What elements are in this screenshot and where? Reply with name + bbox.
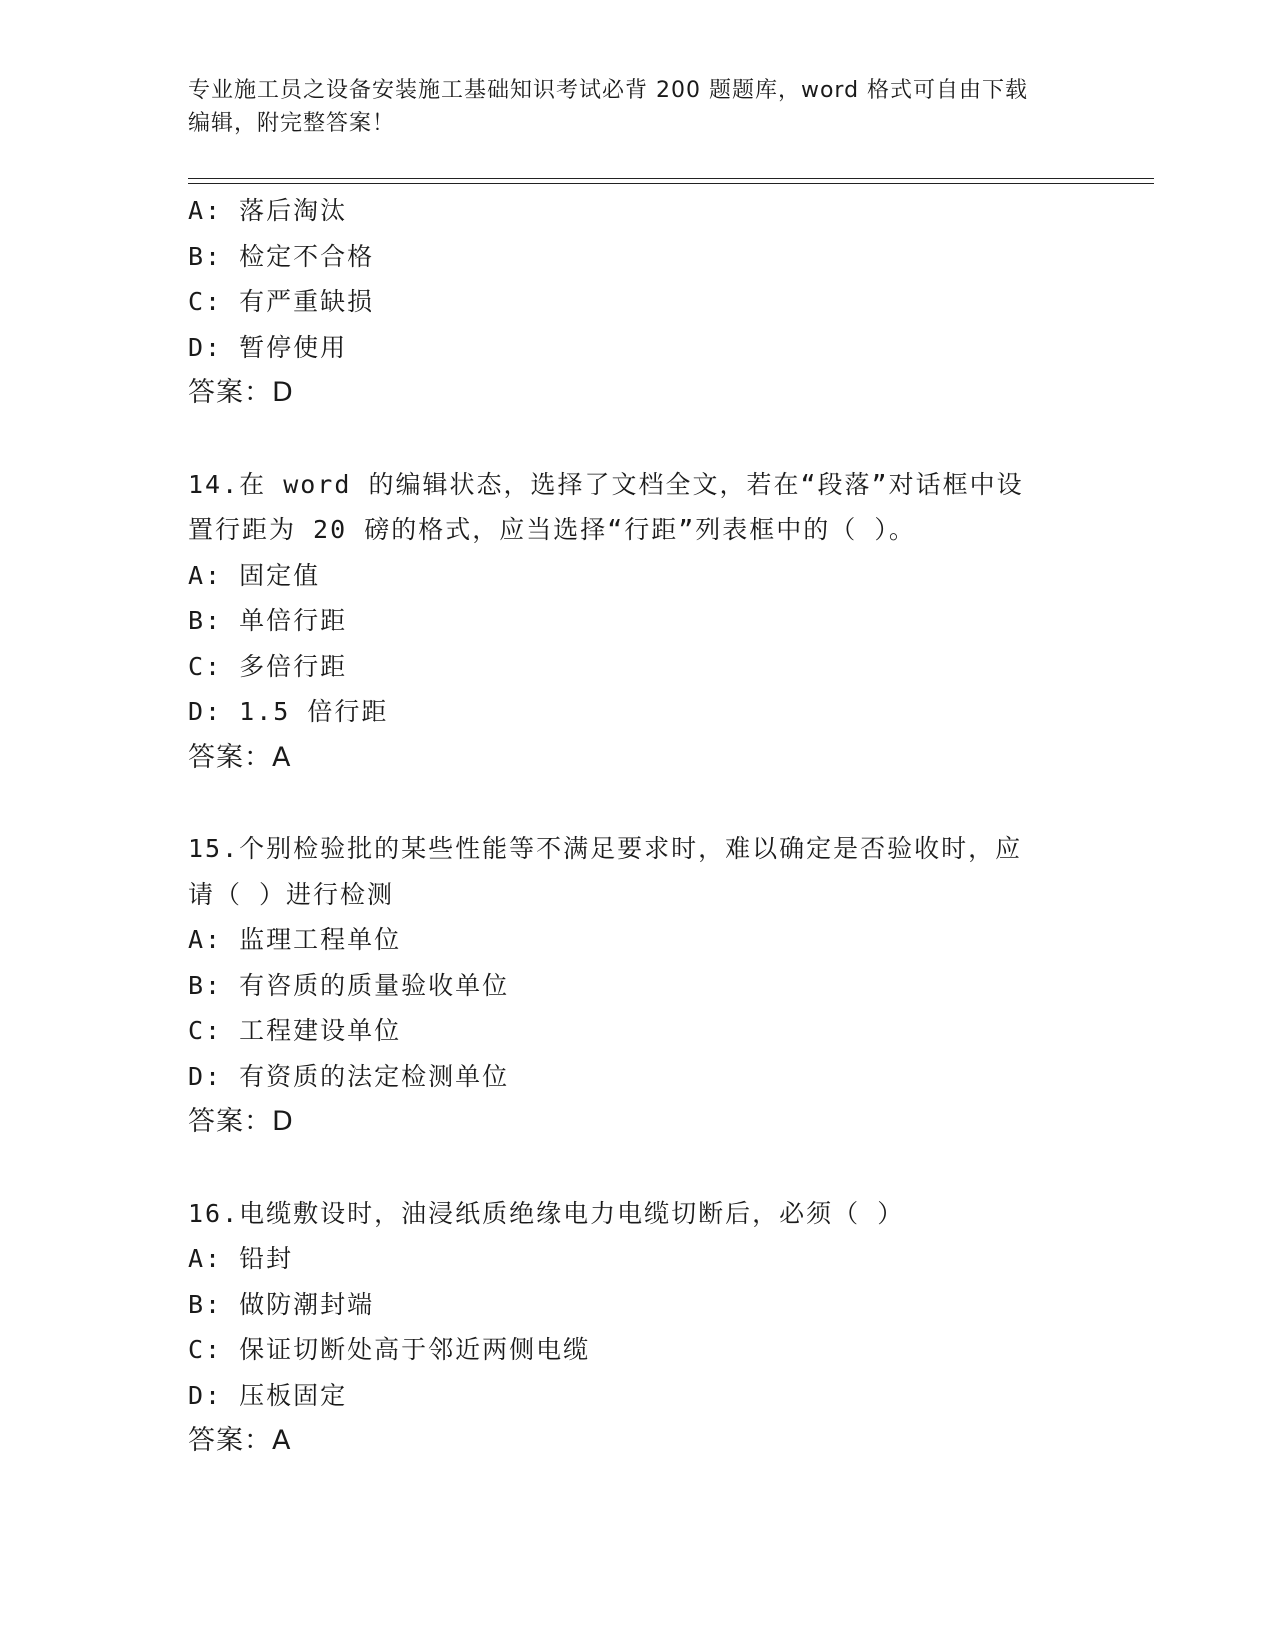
option-d: D: 压板固定 bbox=[188, 1380, 348, 1410]
answer-line: 答案：D bbox=[188, 377, 294, 408]
option-a: A: 固定值 bbox=[188, 560, 321, 590]
spacer bbox=[188, 780, 1088, 826]
question-14-block bbox=[188, 462, 1088, 781]
spacer bbox=[188, 1145, 1088, 1191]
option-b: B: 单倍行距 bbox=[188, 606, 348, 635]
option-d: D: 有资质的法定检测单位 bbox=[188, 1061, 510, 1091]
option-c: C: 有严重缺损 bbox=[188, 287, 375, 316]
option-c: C: 保证切断处高于邻近两侧电缆 bbox=[188, 1335, 591, 1364]
option-c: C: 多倍行距 bbox=[188, 651, 348, 681]
question-stem: 14.在 word 的编辑状态，选择了文档全文，若在“段落”对话框中设 bbox=[188, 469, 1024, 499]
option-b: B: 做防潮封端 bbox=[188, 1289, 375, 1319]
question-stem-continued: 请（ ）进行检测 bbox=[188, 879, 395, 909]
option-d: D: 1.5 倍行距 bbox=[188, 697, 389, 726]
option-b: B: 有咨质的质量验收单位 bbox=[188, 970, 510, 1000]
question-list bbox=[188, 188, 1088, 1464]
question-stem: 15.个别检验批的某些性能等不满足要求时，难以确定是否验收时，应 bbox=[188, 834, 1023, 863]
answer-line: 答案：A bbox=[188, 741, 292, 773]
option-d: D: 暂停使用 bbox=[188, 332, 348, 362]
question-16-block bbox=[188, 1191, 1088, 1464]
option-a: A: 监理工程单位 bbox=[188, 925, 402, 954]
header-line-1: 专业施工员之设备安装施工基础知识考试必背 200 题题库，word 格式可自由下载 bbox=[188, 78, 1029, 103]
question-13-block bbox=[188, 188, 1088, 416]
answer-line: 答案：D bbox=[188, 1106, 294, 1137]
header-divider-top bbox=[188, 178, 1154, 179]
header-line-2: 编辑，附完整答案！ bbox=[188, 111, 396, 136]
option-c: C: 工程建设单位 bbox=[188, 1016, 402, 1045]
question-stem-continued: 置行距为 20 磅的格式，应当选择“行距”列表框中的（ ）。 bbox=[188, 515, 916, 544]
header-divider-bottom bbox=[188, 183, 1154, 184]
answer-line: 答案：A bbox=[188, 1425, 292, 1456]
question-stem: 16.电缆敷设时，油浸纸质绝缘电力电缆切断后，必须（ ） bbox=[188, 1198, 905, 1228]
spacer bbox=[188, 416, 1088, 462]
option-a: A: 落后淘汰 bbox=[188, 196, 348, 225]
option-a: A: 铅封 bbox=[188, 1244, 294, 1273]
document-header bbox=[188, 74, 1068, 140]
option-b: B: 检定不合格 bbox=[188, 241, 375, 271]
question-15-block bbox=[188, 826, 1088, 1145]
